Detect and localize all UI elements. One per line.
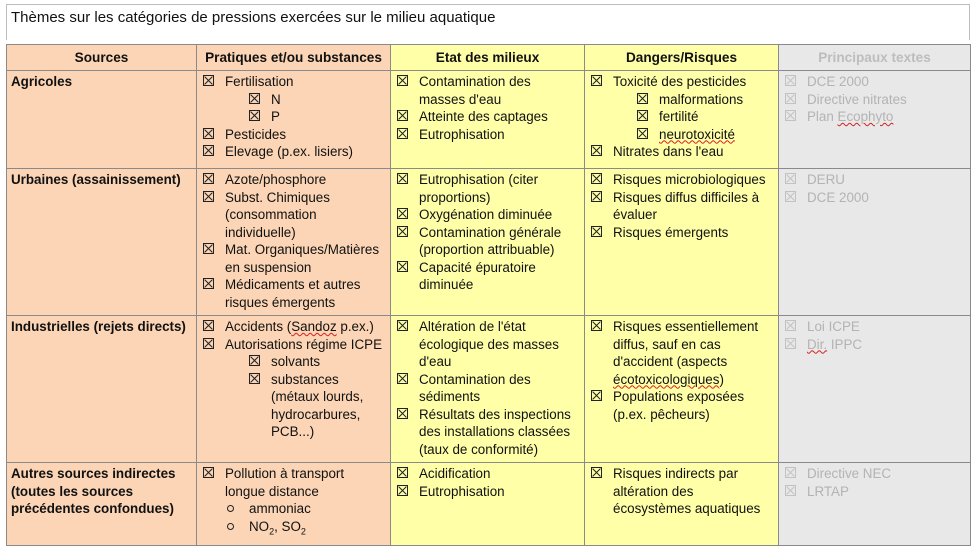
list-item: ammoniac [203,500,384,518]
title-bar [6,4,970,40]
list-item: Eutrophisation [397,483,578,501]
checkbox-icon [397,173,408,184]
list-item: DERU [785,171,964,189]
list-item: Risques microbiologiques [591,171,772,189]
header-pratiques: Pratiques et/ou substances [197,45,391,71]
circle-bullet-icon [227,523,234,530]
dangers-cell [585,169,779,316]
checkbox-icon [249,93,260,104]
table-row [7,71,971,169]
checkbox-icon [397,128,408,139]
list-item: Contamination des masses d'eau [397,73,578,108]
dangers-cell [585,316,779,463]
checkbox-icon [785,467,796,478]
circle-bullet-icon [227,505,234,512]
list-item: N [203,91,384,109]
checkbox-icon [397,75,408,86]
list-item: Capacité épuratoire diminuée [397,259,578,294]
list-item: Eutrophisation (citer proportions) [397,171,578,206]
list-item: Toxicité des pesticides [591,73,772,91]
checkbox-icon [397,110,408,121]
list-item: Subst. Chimiques (consommation individuelle) [203,189,384,242]
list-item: Nitrates dans l'eau [591,143,772,161]
row-source: Urbaines (assainissement) [7,169,197,316]
list-item: Risques indirects par altération des écosystèmes aquatiques [591,465,772,518]
checkbox-icon [397,208,408,219]
list-item: Fertilisation [203,73,384,91]
table-row [7,169,971,316]
list-item: Médicaments et autres risques émergents [203,276,384,311]
checkbox-icon [397,373,408,384]
checkbox-icon [591,320,602,331]
header-row [7,45,971,71]
list-item: solvants [203,353,384,371]
checkbox-icon [397,467,408,478]
list-item: malformations [591,91,772,109]
textes-cell [779,463,971,546]
header-textes: Principaux textes [779,45,971,71]
checkbox-icon [591,173,602,184]
checkbox-icon [591,467,602,478]
checkbox-icon [591,75,602,86]
etat-cell [391,169,585,316]
checkbox-icon [397,408,408,419]
list-item: Risques essentiellement diffus, sauf en cas d'accident (aspects écotoxicologiques) [591,318,772,388]
list-item: Résultats des inspections des installations classées (taux de conformité) [397,406,578,459]
list-item: Contamination générale (proportion attribuable) [397,224,578,259]
list-item: Risques émergents [591,224,772,242]
header-sources: Sources [7,45,197,71]
checkbox-icon [785,173,796,184]
header-dangers: Dangers/Risques [585,45,779,71]
list-item: Pesticides [203,126,384,144]
checkbox-icon [591,191,602,202]
list-item: neurotoxicité [591,126,772,144]
checkbox-icon [785,110,796,121]
list-item: fertilité [591,108,772,126]
etat-cell [391,316,585,463]
checkbox-icon [203,467,214,478]
checkbox-icon [785,338,796,349]
list-item: Risques diffus difficiles à évaluer [591,189,772,224]
list-item: Azote/phosphore [203,171,384,189]
list-item: Dir. IPPC [785,336,964,354]
checkbox-icon [203,243,214,254]
textes-cell [779,316,971,463]
pratiques-cell [197,316,391,463]
list-item: Loi ICPE [785,318,964,336]
list-item: Autorisations régime ICPE [203,336,384,354]
row-source: Agricoles [7,71,197,169]
checkbox-icon [203,128,214,139]
dangers-cell [585,463,779,546]
checkbox-icon [203,320,214,331]
pratiques-cell [197,71,391,169]
list-item: Acidification [397,465,578,483]
checkbox-icon [637,110,648,121]
checkbox-icon [249,355,260,366]
list-item: Altération de l'état écologique des masses d'eau [397,318,578,371]
checkbox-icon [397,485,408,496]
checkbox-icon [397,261,408,272]
pratiques-cell [197,169,391,316]
checkbox-icon [785,93,796,104]
checkbox-icon [249,110,260,121]
list-item: $NO_2$, $SO_2$ [203,518,384,541]
checkbox-icon [785,320,796,331]
list-item: Populations exposées (p.ex. pêcheurs) [591,388,772,423]
list-item: Pollution à transport longue distance [203,465,384,500]
checkbox-icon [249,373,260,384]
list-item: DCE 2000 [785,73,964,91]
list-item: Plan Ecophyto [785,108,964,126]
row-source: Industrielles (rejets directs) [7,316,197,463]
checkbox-icon [591,145,602,156]
header-etat: Etat des milieux [391,45,585,71]
list-item: Eutrophisation [397,126,578,144]
dangers-cell [585,71,779,169]
checkbox-icon [203,145,214,156]
list-item: Contamination des sédiments [397,371,578,406]
checkbox-icon [203,75,214,86]
list-item: Accidents (Sandoz p.ex.) [203,318,384,336]
checkbox-icon [785,191,796,202]
table-row [7,316,971,463]
checkbox-icon [637,93,648,104]
checkbox-icon [203,278,214,289]
checkbox-icon [785,485,796,496]
etat-cell [391,71,585,169]
checkbox-icon [397,226,408,237]
table-row [7,463,971,546]
list-item: Directive NEC [785,465,964,483]
list-item: substances (métaux lourds, hydrocarbures, PCB...) [203,371,384,441]
row-source: Autres sources indirectes (toutes les sources précédentes confondues) [7,463,197,546]
checkbox-icon [785,75,796,86]
list-item: Elevage (p.ex. lisiers) [203,143,384,161]
checkbox-icon [591,226,602,237]
checkbox-icon [203,173,214,184]
list-item: Oxygénation diminuée [397,206,578,224]
checkbox-icon [397,320,408,331]
page-title: Thèmes sur les catégories de pressions exercées sur le milieu aquatique [11,9,496,26]
checkbox-icon [203,338,214,349]
list-item: Directive nitrates [785,91,964,109]
list-item: DCE 2000 [785,189,964,207]
textes-cell [779,71,971,169]
list-item: Mat. Organiques/Matières en suspension [203,241,384,276]
pratiques-cell [197,463,391,546]
pressures-table [6,44,971,546]
list-item: LRTAP [785,483,964,501]
checkbox-icon [637,128,648,139]
list-item: Atteinte des captages [397,108,578,126]
checkbox-icon [591,390,602,401]
textes-cell [779,169,971,316]
checkbox-icon [203,191,214,202]
list-item: P [203,108,384,126]
etat-cell [391,463,585,546]
